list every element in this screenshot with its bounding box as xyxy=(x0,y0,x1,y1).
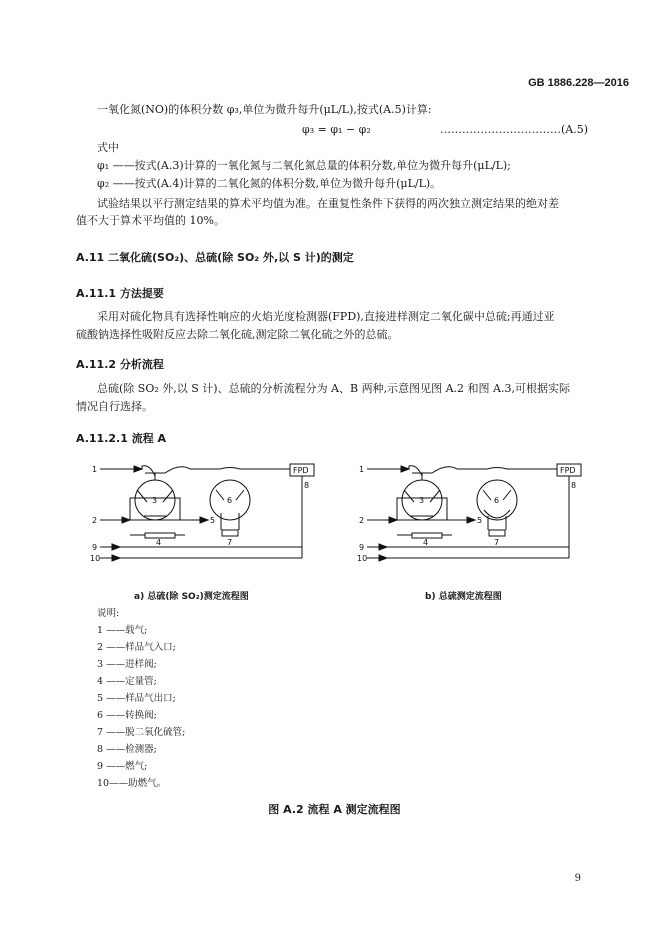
label-7-b: 7 xyxy=(494,538,500,547)
caption-diagram-b: b) 总硫测定流程图 xyxy=(425,592,502,602)
label-3-b: 3 xyxy=(419,496,425,505)
page-number: 9 xyxy=(574,873,581,884)
label-8-b: 8 xyxy=(571,481,577,490)
where-label: 式中 xyxy=(97,141,119,154)
section-a11-title: A.11 二氧化硫(SO₂)、总硫(除 SO₂ 外,以 S 计)的测定 xyxy=(76,251,354,264)
label-4-a: 4 xyxy=(156,538,162,547)
label-9-a: 9 xyxy=(92,543,98,552)
label-2-a: 2 xyxy=(92,516,98,525)
result-text-line1: 试验结果以平行测定结果的算术平均值为准。在重复性条件下获得的两次独立测定结果的绝对差 xyxy=(97,197,559,210)
method-summary-line1: 采用对硫化物具有选择性响应的火焰光度检测器(FPD),直接进样测定二氧化碳中总硫;再通过亚 xyxy=(97,310,555,323)
formula-number: ……………………………(A.5) xyxy=(440,123,589,136)
label-7-a: 7 xyxy=(227,538,233,547)
legend-item: 10——助燃气。 xyxy=(97,778,167,789)
caption-diagram-a: a) 总硫(除 SO₂)测定流程图 xyxy=(134,592,249,602)
label-10-b: 10 xyxy=(357,554,368,563)
legend-title: 说明: xyxy=(97,608,120,619)
formula-a5: φ₃ = φ₁ − φ₂ xyxy=(302,123,371,136)
detector-a: FPD xyxy=(293,466,309,475)
legend-item: 5 ——样品气出口; xyxy=(97,693,176,704)
legend-item: 7 ——脱二氧化硫管; xyxy=(97,727,186,738)
label-8-a: 8 xyxy=(304,481,310,490)
section-a1121-title: A.11.2.1 流程 A xyxy=(76,432,167,445)
label-5-b: 5 xyxy=(477,516,483,525)
legend-item: 4 ——定量管; xyxy=(97,676,157,687)
legend-item: 9 ——燃气; xyxy=(97,761,148,772)
flow-intro-line2: 情况自行选择。 xyxy=(76,400,153,413)
flow-diagram-b xyxy=(357,458,587,568)
label-9-b: 9 xyxy=(359,543,365,552)
figure-title: 图 A.2 流程 A 测定流程图 xyxy=(268,803,401,816)
label-10-a: 10 xyxy=(90,554,101,563)
method-summary-line2: 硫酸钠选择性吸附反应去除二氧化硫,测定除二氧化硫之外的总硫。 xyxy=(76,328,399,341)
result-text-line2: 值不大于算术平均值的 10%。 xyxy=(76,214,225,227)
legend-item: 3 ——进样阀; xyxy=(97,659,157,670)
label-6-a: 6 xyxy=(227,496,233,505)
flow-intro-line1: 总硫(除 SO₂ 外,以 S 计)、总硫的分析流程分为 A、B 两种,示意图见图 A.2 和图 A.3,可根据实际 xyxy=(97,382,570,395)
section-a112-title: A.11.2 分析流程 xyxy=(76,358,164,371)
definition-phi1: φ₁ ——按式(A.3)计算的一氧化氮与二氧化氮总量的体积分数,单位为微升每升(μL/L); xyxy=(97,159,511,172)
label-3-a: 3 xyxy=(152,496,158,505)
section-a111-title: A.11.1 方法提要 xyxy=(76,287,164,300)
label-4-b: 4 xyxy=(423,538,429,547)
legend-item: 6 ——转换阀; xyxy=(97,710,157,721)
definition-phi2: φ₂ ——按式(A.4)计算的二氧化氮的体积分数,单位为微升每升(μL/L)。 xyxy=(97,177,442,190)
flow-diagram-a xyxy=(90,458,320,568)
legend-item: 1 ——载气; xyxy=(97,625,148,636)
legend-item: 8 ——检测器; xyxy=(97,744,157,755)
standard-number: GB 1886.228—2016 xyxy=(528,77,629,89)
label-6-b: 6 xyxy=(494,496,500,505)
label-2-b: 2 xyxy=(359,516,365,525)
detector-b: FPD xyxy=(560,466,576,475)
label-5-a: 5 xyxy=(210,516,216,525)
no-fraction-intro: 一氧化氮(NO)的体积分数 φ₃,单位为微升每升(μL/L),按式(A.5)计算: xyxy=(97,103,432,116)
label-1-b: 1 xyxy=(359,465,365,474)
legend-item: 2 ——样品气入口; xyxy=(97,642,176,653)
label-1-a: 1 xyxy=(92,465,98,474)
